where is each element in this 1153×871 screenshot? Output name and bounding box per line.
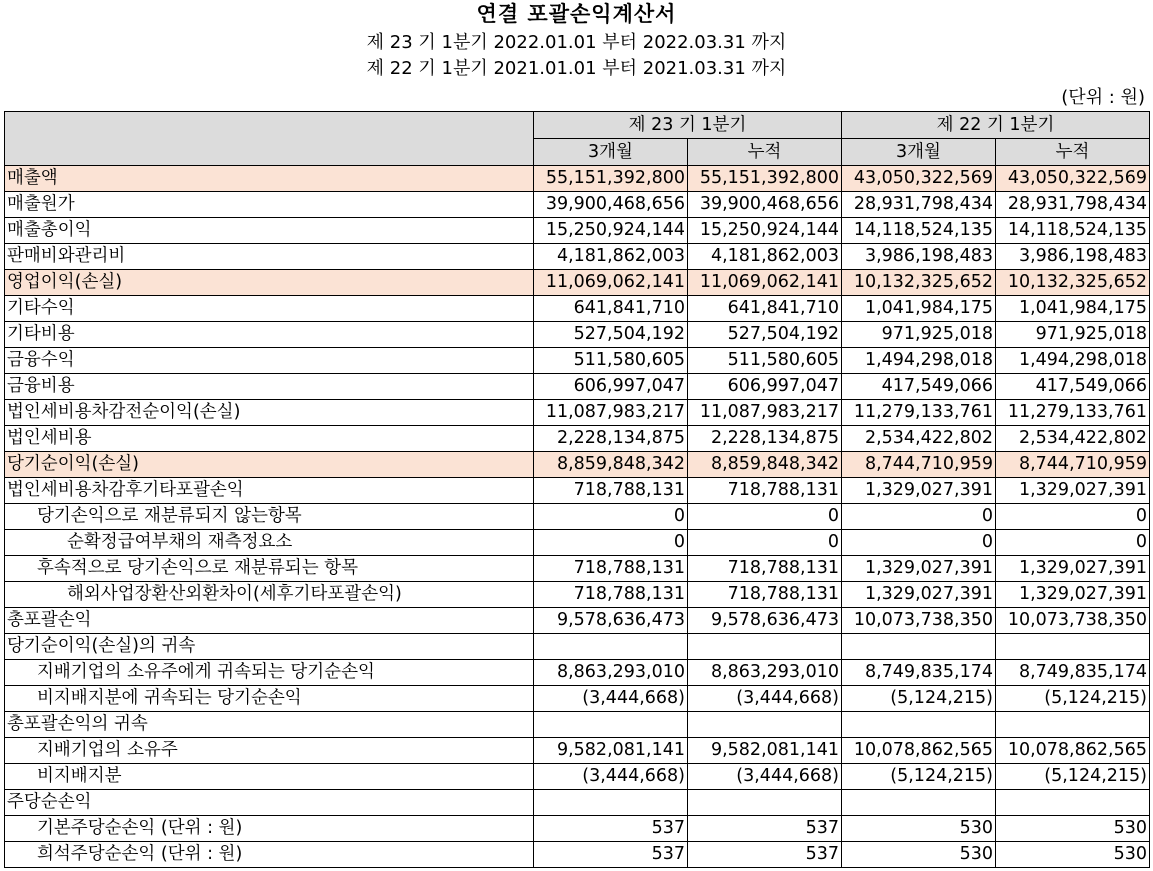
row-label: 기타수익 [5,296,534,322]
value-current-cumulative: 641,841,710 [688,296,842,322]
value-current-3month: 0 [534,504,688,530]
income-statement-table [4,111,1150,868]
value-prior-3month: 417,549,066 [842,374,996,400]
table-row [5,764,1150,790]
value-prior-cumulative: 43,050,322,569 [996,166,1150,192]
row-label: 비지배지분에 귀속되는 당기순손익 [5,686,534,712]
value-prior-3month: 43,050,322,569 [842,166,996,192]
value-current-3month: 0 [534,530,688,556]
row-label: 당기순이익(손실) [5,452,534,478]
value-current-cumulative: 8,863,293,010 [688,660,842,686]
value-prior-3month: 1,041,984,175 [842,296,996,322]
value-current-3month: 55,151,392,800 [534,166,688,192]
row-label: 금융비용 [5,374,534,400]
value-prior-3month: 10,132,325,652 [842,270,996,296]
table-row [5,842,1150,868]
value-prior-3month: 2,534,422,802 [842,426,996,452]
value-prior-3month: 8,744,710,959 [842,452,996,478]
value-current-cumulative: 4,181,862,003 [688,244,842,270]
row-label: 지배기업의 소유주 [5,738,534,764]
value-prior-cumulative: 1,329,027,391 [996,478,1150,504]
row-label: 당기순이익(손실)의 귀속 [5,634,534,660]
table-row [5,686,1150,712]
value-prior-3month: 1,329,027,391 [842,478,996,504]
value-prior-cumulative: 2,534,422,802 [996,426,1150,452]
value-current-3month: 606,997,047 [534,374,688,400]
statement-title: 연결 포괄손익계산서 [476,2,677,26]
value-prior-cumulative [996,712,1150,738]
value-current-cumulative: 0 [688,530,842,556]
value-prior-3month: (5,124,215) [842,764,996,790]
value-current-3month: 527,504,192 [534,322,688,348]
value-prior-3month: 530 [842,842,996,868]
value-current-cumulative: (3,444,668) [688,686,842,712]
value-prior-cumulative: 10,132,325,652 [996,270,1150,296]
value-current-3month: 641,841,710 [534,296,688,322]
value-prior-cumulative: 1,329,027,391 [996,582,1150,608]
value-prior-cumulative: 10,078,862,565 [996,738,1150,764]
value-current-3month: 537 [534,816,688,842]
value-prior-3month: 8,749,835,174 [842,660,996,686]
row-label: 총포괄손익 [5,608,534,634]
value-current-3month: 511,580,605 [534,348,688,374]
row-label: 비지배지분 [5,764,534,790]
value-current-3month: 8,859,848,342 [534,452,688,478]
value-prior-cumulative [996,790,1150,816]
value-current-3month: 718,788,131 [534,478,688,504]
table-row [5,452,1150,478]
row-label: 매출원가 [5,192,534,218]
value-prior-3month: 1,329,027,391 [842,582,996,608]
row-label: 해외사업장환산외환차이(세후기타포괄손익) [5,582,534,608]
value-current-cumulative: 55,151,392,800 [688,166,842,192]
value-prior-3month: 530 [842,816,996,842]
value-prior-cumulative: 14,118,524,135 [996,218,1150,244]
value-prior-cumulative: 971,925,018 [996,322,1150,348]
row-label: 주당순손익 [5,790,534,816]
value-current-3month: 4,181,862,003 [534,244,688,270]
value-prior-cumulative: 10,073,738,350 [996,608,1150,634]
value-current-3month: 39,900,468,656 [534,192,688,218]
value-current-3month: 718,788,131 [534,582,688,608]
table-row [5,270,1150,296]
row-label: 매출총이익 [5,218,534,244]
value-prior-cumulative: 530 [996,816,1150,842]
header-current-period: 제 23 기 1분기 [534,112,842,139]
value-current-3month: (3,444,668) [534,764,688,790]
row-label: 법인세비용 [5,426,534,452]
table-row [5,322,1150,348]
row-label: 판매비와관리비 [5,244,534,270]
value-current-3month [534,712,688,738]
table-row [5,816,1150,842]
row-label: 총포괄손익의 귀속 [5,712,534,738]
header-prior-period: 제 22 기 1분기 [842,112,1150,139]
value-current-cumulative: 8,859,848,342 [688,452,842,478]
table-row [5,426,1150,452]
table-row [5,166,1150,192]
value-prior-3month [842,712,996,738]
value-current-3month: 9,578,636,473 [534,608,688,634]
value-prior-cumulative: 1,041,984,175 [996,296,1150,322]
value-current-cumulative: 0 [688,504,842,530]
table-row [5,348,1150,374]
value-current-3month: 11,087,983,217 [534,400,688,426]
value-prior-cumulative: (5,124,215) [996,764,1150,790]
row-label: 법인세비용차감전순이익(손실) [5,400,534,426]
value-prior-cumulative: 417,549,066 [996,374,1150,400]
header-row-groups [5,112,1150,139]
value-prior-3month: 0 [842,504,996,530]
header-prior-cumulative: 누적 [996,139,1150,166]
value-current-3month: 9,582,081,141 [534,738,688,764]
row-label: 금융수익 [5,348,534,374]
table-row [5,634,1150,660]
value-current-cumulative: 718,788,131 [688,556,842,582]
table-row [5,738,1150,764]
row-label: 지배기업의 소유주에게 귀속되는 당기순손익 [5,660,534,686]
value-current-3month [534,634,688,660]
table-row [5,192,1150,218]
value-current-cumulative: 2,228,134,875 [688,426,842,452]
row-label: 순확정급여부채의 재측정요소 [5,530,534,556]
row-label: 법인세비용차감후기타포괄손익 [5,478,534,504]
current-period-line: 제 23 기 1분기 2022.01.01 부터 2022.03.31 까지 [366,32,787,53]
row-label: 매출액 [5,166,534,192]
value-current-cumulative: 39,900,468,656 [688,192,842,218]
value-current-3month: 2,228,134,875 [534,426,688,452]
value-prior-3month: 14,118,524,135 [842,218,996,244]
value-current-cumulative [688,790,842,816]
value-prior-cumulative: (5,124,215) [996,686,1150,712]
value-current-cumulative: 718,788,131 [688,478,842,504]
value-current-cumulative [688,712,842,738]
value-prior-3month: 11,279,133,761 [842,400,996,426]
value-prior-cumulative: 8,749,835,174 [996,660,1150,686]
table-row [5,608,1150,634]
row-label: 기본주당순손익 (단위 : 원) [5,816,534,842]
value-current-cumulative: 511,580,605 [688,348,842,374]
table-row [5,582,1150,608]
value-current-3month [534,790,688,816]
value-current-cumulative: 527,504,192 [688,322,842,348]
value-prior-3month: 0 [842,530,996,556]
value-prior-3month: 10,073,738,350 [842,608,996,634]
unit-label: (단위 : 원) [1061,87,1145,108]
value-current-cumulative: 9,578,636,473 [688,608,842,634]
table-row [5,556,1150,582]
value-current-3month: 537 [534,842,688,868]
value-prior-3month: 10,078,862,565 [842,738,996,764]
value-current-3month: (3,444,668) [534,686,688,712]
value-current-cumulative [688,634,842,660]
value-prior-cumulative: 0 [996,504,1150,530]
row-label: 후속적으로 당기손익으로 재분류되는 항목 [5,556,534,582]
table-row [5,244,1150,270]
value-prior-cumulative: 28,931,798,434 [996,192,1150,218]
header-current-cumulative: 누적 [688,139,842,166]
prior-period-line: 제 22 기 1분기 2021.01.01 부터 2021.03.31 까지 [366,58,787,79]
table-row [5,296,1150,322]
row-label: 당기손익으로 재분류되지 않는항목 [5,504,534,530]
value-current-cumulative: 718,788,131 [688,582,842,608]
row-label: 영업이익(손실) [5,270,534,296]
value-current-3month: 15,250,924,144 [534,218,688,244]
table-row [5,218,1150,244]
table-row [5,660,1150,686]
value-current-cumulative: 537 [688,842,842,868]
table-row [5,374,1150,400]
value-current-3month: 8,863,293,010 [534,660,688,686]
value-prior-3month: 28,931,798,434 [842,192,996,218]
value-current-cumulative: 9,582,081,141 [688,738,842,764]
value-prior-3month: 1,329,027,391 [842,556,996,582]
header-prior-3month: 3개월 [842,139,996,166]
table-row [5,712,1150,738]
value-prior-cumulative: 8,744,710,959 [996,452,1150,478]
value-prior-3month: 1,494,298,018 [842,348,996,374]
value-current-cumulative: 606,997,047 [688,374,842,400]
table-row [5,400,1150,426]
table-row [5,790,1150,816]
row-label: 희석주당순손익 (단위 : 원) [5,842,534,868]
header-current-3month: 3개월 [534,139,688,166]
value-prior-cumulative: 3,986,198,483 [996,244,1150,270]
value-current-cumulative: 537 [688,816,842,842]
value-prior-cumulative: 1,494,298,018 [996,348,1150,374]
value-current-cumulative: 15,250,924,144 [688,218,842,244]
value-prior-cumulative [996,634,1150,660]
statement-body [5,166,1150,868]
value-prior-cumulative: 1,329,027,391 [996,556,1150,582]
value-prior-3month: 3,986,198,483 [842,244,996,270]
table-row [5,478,1150,504]
value-current-cumulative: (3,444,668) [688,764,842,790]
value-current-cumulative: 11,087,983,217 [688,400,842,426]
row-label: 기타비용 [5,322,534,348]
value-prior-3month: (5,124,215) [842,686,996,712]
value-prior-cumulative: 0 [996,530,1150,556]
value-current-cumulative: 11,069,062,141 [688,270,842,296]
value-current-3month: 718,788,131 [534,556,688,582]
table-row [5,504,1150,530]
value-prior-3month [842,790,996,816]
value-current-3month: 11,069,062,141 [534,270,688,296]
value-prior-cumulative: 11,279,133,761 [996,400,1150,426]
value-prior-3month: 971,925,018 [842,322,996,348]
value-prior-3month [842,634,996,660]
header-account-blank [5,112,534,166]
table-row [5,530,1150,556]
value-prior-cumulative: 530 [996,842,1150,868]
